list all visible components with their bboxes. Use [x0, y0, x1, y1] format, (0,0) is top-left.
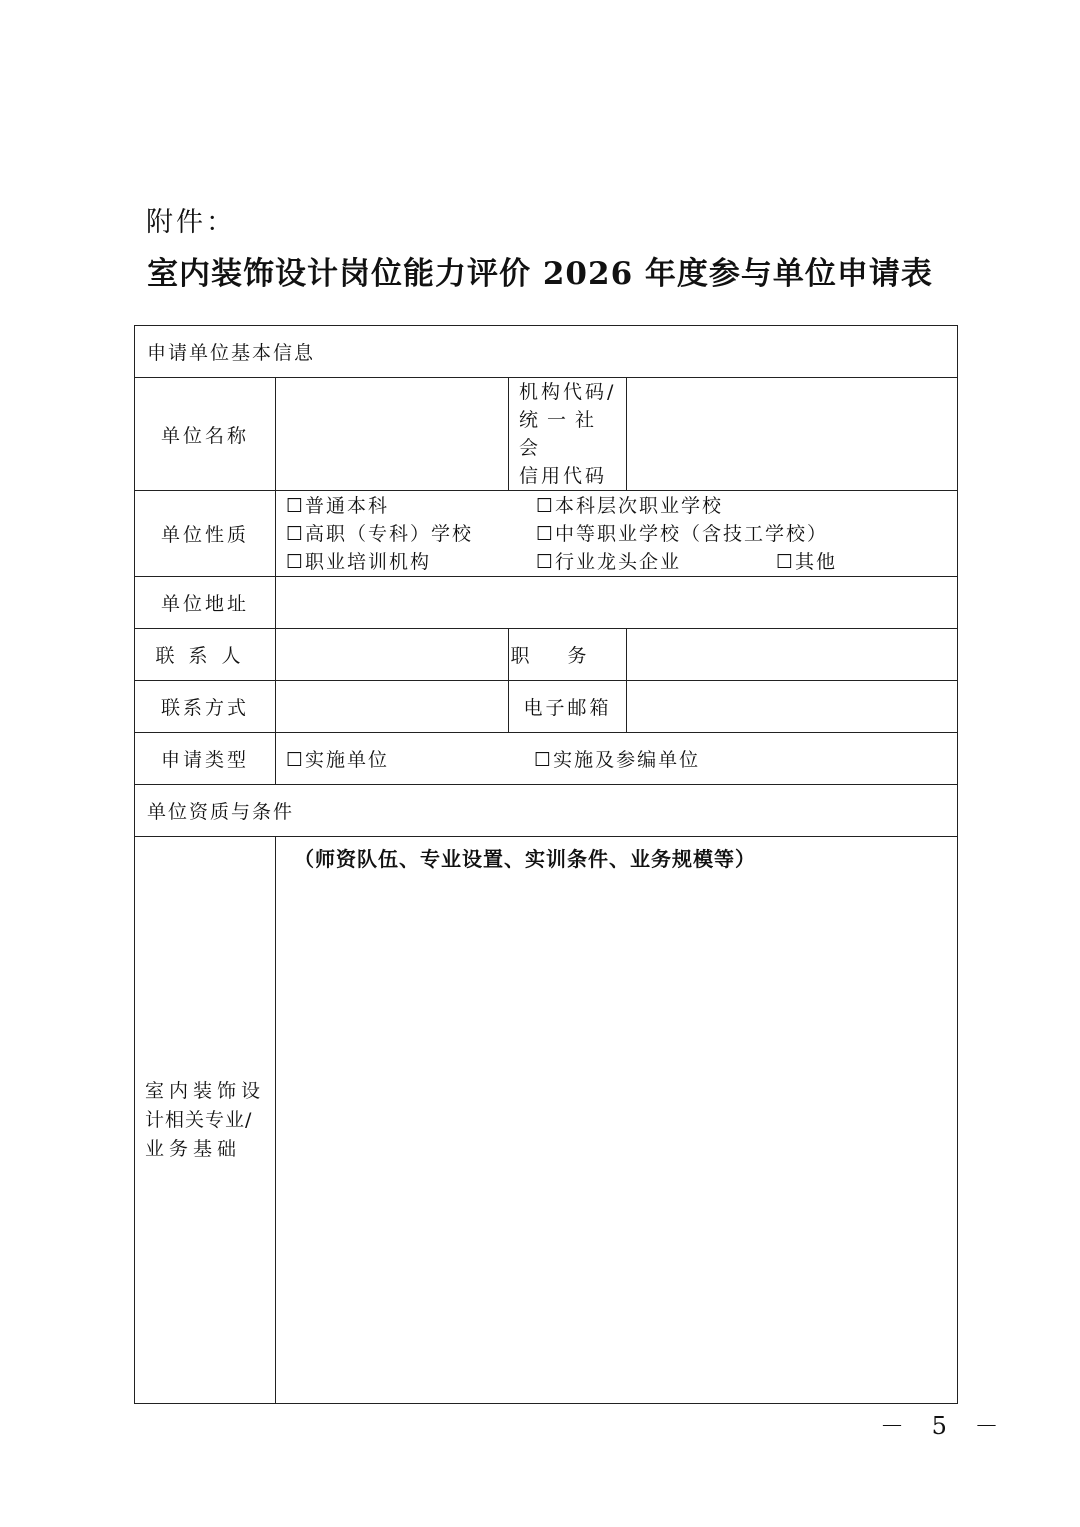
org-code-label-line: 机构代码/ [519, 381, 617, 403]
contact-person-field[interactable] [276, 629, 509, 681]
email-label: 电子邮箱 [509, 681, 627, 733]
attachment-label: 附件： [146, 207, 236, 238]
option-undergraduate-vocational[interactable]: ☐本科层次职业学校 [536, 494, 724, 517]
section-basic-info: 申请单位基本信息 [135, 326, 958, 378]
unit-nature-options [276, 491, 958, 577]
option-other[interactable]: ☐其他 [776, 550, 838, 573]
business-basis-note: （师资队伍、专业设置、实训条件、业务规模等） [294, 847, 756, 871]
business-basis-field[interactable] [276, 837, 958, 1404]
unit-name-label: 单位名称 [135, 378, 276, 491]
contact-method-label: 联系方式 [135, 681, 276, 733]
org-code-label [509, 378, 627, 491]
address-label: 单位地址 [135, 577, 276, 629]
form-title: 室内装饰设计岗位能力评价 2026 年度参与单位申请表 [147, 256, 933, 292]
unit-name-field[interactable] [276, 378, 509, 491]
option-higher-vocational[interactable]: ☐高职（专科）学校 [286, 522, 474, 545]
option-implementing-unit[interactable]: ☐实施单位 [286, 749, 390, 771]
option-leading-enterprise[interactable]: ☐行业龙头企业 [536, 550, 682, 573]
contact-method-field[interactable] [276, 681, 509, 733]
apply-type-options [276, 733, 958, 785]
org-code-label-line: 统一社会 [519, 409, 604, 459]
section-qualifications: 单位资质与条件 [135, 785, 958, 837]
business-basis-label-line: 计相关专业/ [145, 1109, 253, 1131]
apply-type-label: 申请类型 [135, 733, 276, 785]
position-field[interactable] [627, 629, 958, 681]
option-secondary-vocational[interactable]: ☐中等职业学校（含技工学校） [536, 522, 829, 545]
contact-person-label: 联系人 [135, 629, 276, 681]
email-field[interactable] [627, 681, 958, 733]
option-general-undergraduate[interactable]: ☐普通本科 [286, 494, 390, 517]
address-field[interactable] [276, 577, 958, 629]
position-label: 职务 [509, 629, 627, 681]
business-basis-label-line: 业务基础 [145, 1138, 242, 1160]
org-code-label-line: 信用代码 [519, 465, 608, 487]
unit-nature-label: 单位性质 [135, 491, 276, 577]
business-basis-label-line: 室内装饰设 [145, 1080, 266, 1102]
option-training-institution[interactable]: ☐职业培训机构 [286, 550, 432, 573]
business-basis-label [135, 837, 276, 1404]
page-number: － 5 － [880, 1412, 1009, 1440]
option-implementing-and-editing-unit[interactable]: ☐实施及参编单位 [534, 749, 701, 771]
org-code-field[interactable] [627, 378, 958, 491]
application-form-table [134, 325, 958, 1404]
